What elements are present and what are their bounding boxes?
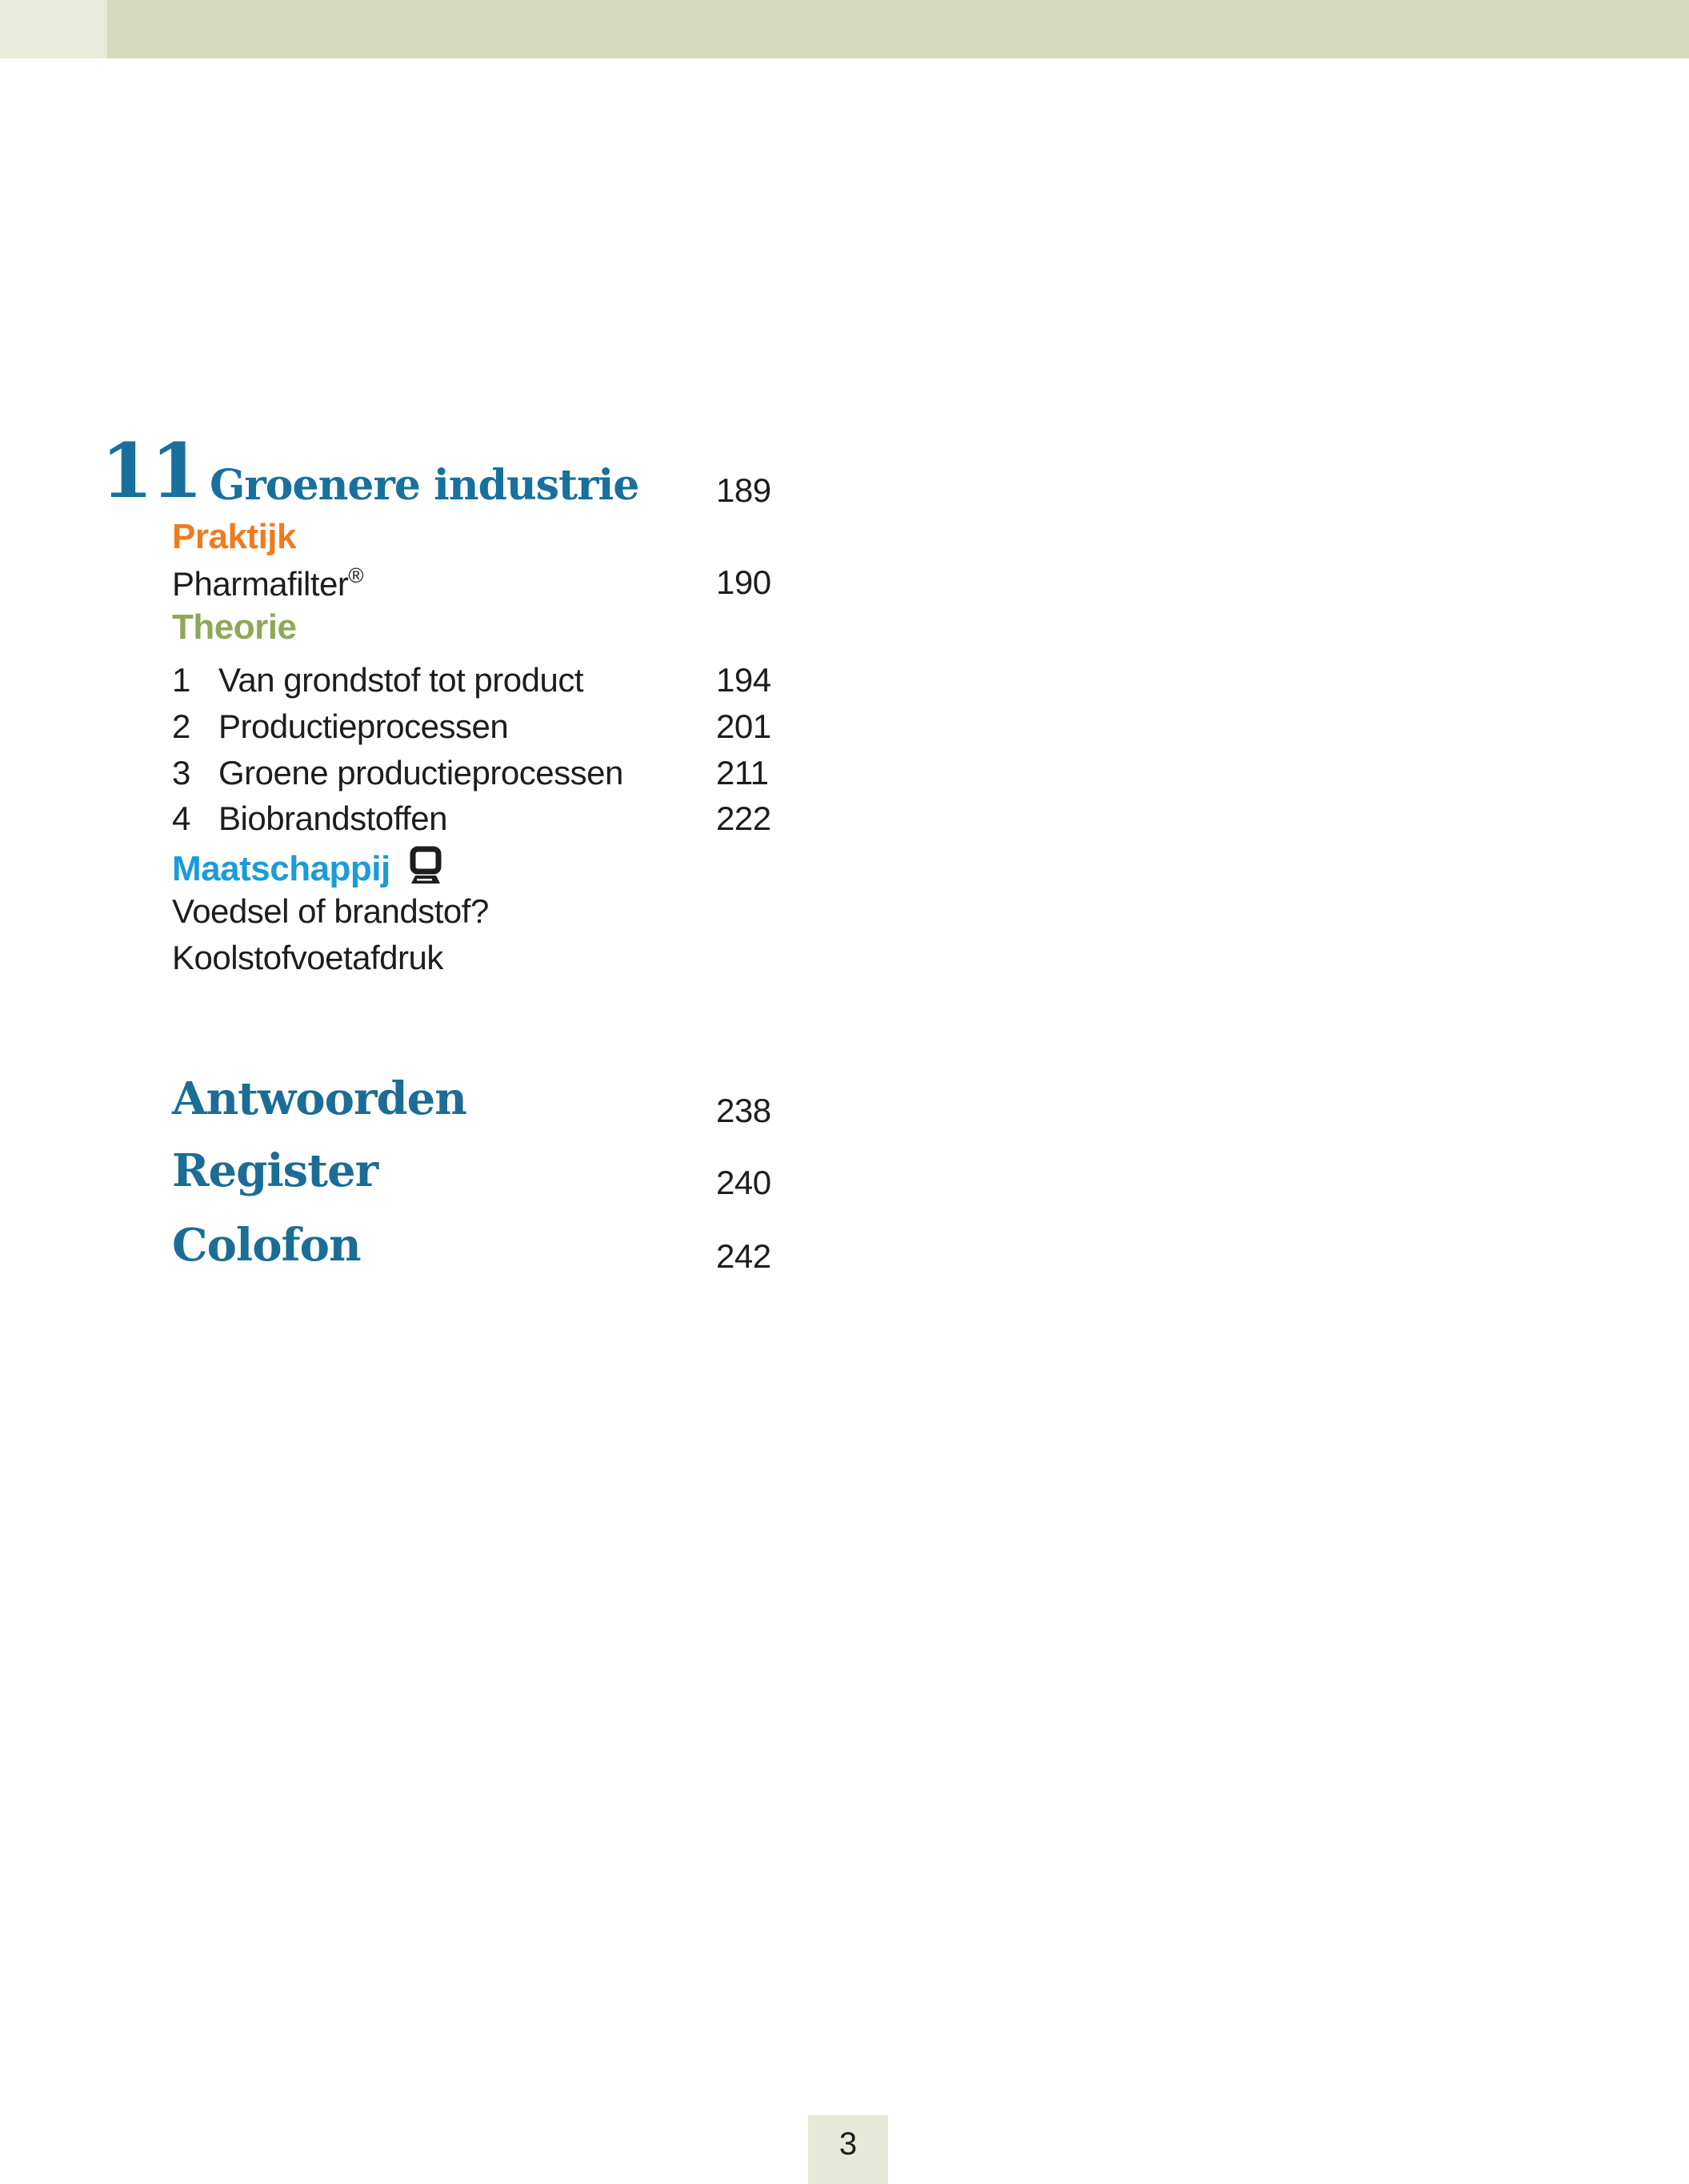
toc-entry-4 bbox=[172, 801, 447, 836]
chapter-number: 11 bbox=[101, 427, 201, 515]
toc-entry-3 bbox=[172, 755, 623, 791]
toc-entry-label: Pharmafilter bbox=[172, 565, 349, 603]
toc-section-praktijk: Praktijk bbox=[172, 517, 296, 556]
toc-entry-2 bbox=[172, 709, 508, 744]
toc-section-maatschappij bbox=[172, 846, 446, 888]
toc-entry-number: 4 bbox=[172, 799, 190, 837]
header-bar bbox=[0, 0, 1689, 58]
endmatter-colofon: Colofon bbox=[172, 1219, 361, 1272]
chapter-title: Groenere industrie bbox=[210, 461, 639, 510]
header-corner-block bbox=[0, 0, 107, 58]
endmatter-page-number: 242 bbox=[716, 1237, 771, 1275]
computer-icon bbox=[405, 846, 446, 886]
toc-entry-label: Groene productieprocessen bbox=[218, 754, 623, 791]
toc-entry-label: Van grondstof tot product bbox=[218, 661, 584, 699]
toc-entry-koolstof: Koolstofvoetafdruk bbox=[172, 939, 443, 976]
toc-entry-pharmafilter bbox=[172, 565, 363, 602]
toc-entry-number: 1 bbox=[172, 661, 190, 699]
toc-entry-label: Biobrandstoffen bbox=[218, 799, 447, 837]
footer-page-box bbox=[808, 2115, 888, 2184]
endmatter-page-number: 240 bbox=[716, 1164, 771, 1201]
endmatter-page-number: 238 bbox=[716, 1092, 771, 1129]
toc-section-label: Maatschappij bbox=[172, 849, 390, 888]
toc-section-theorie: Theorie bbox=[172, 607, 297, 647]
chapter-page-number: 189 bbox=[716, 471, 771, 509]
toc-entry-number: 3 bbox=[172, 754, 190, 791]
toc-entry-number: 2 bbox=[172, 707, 190, 745]
toc-page-number: 194 bbox=[716, 661, 771, 699]
footer-page-number: 3 bbox=[838, 2126, 858, 2162]
toc-page-number: 190 bbox=[716, 563, 771, 601]
toc-entry-1 bbox=[172, 663, 583, 698]
toc-entry-label: Productieprocessen bbox=[218, 707, 509, 745]
registered-mark: ® bbox=[348, 563, 364, 587]
endmatter-antwoorden: Antwoorden bbox=[172, 1072, 466, 1125]
endmatter-register: Register bbox=[172, 1144, 378, 1197]
toc-page-number: 211 bbox=[716, 754, 769, 791]
toc-page-number: 201 bbox=[716, 707, 771, 745]
toc-page-number: 222 bbox=[716, 799, 771, 837]
toc-entry-voedsel: Voedsel of brandstof? bbox=[172, 892, 489, 930]
